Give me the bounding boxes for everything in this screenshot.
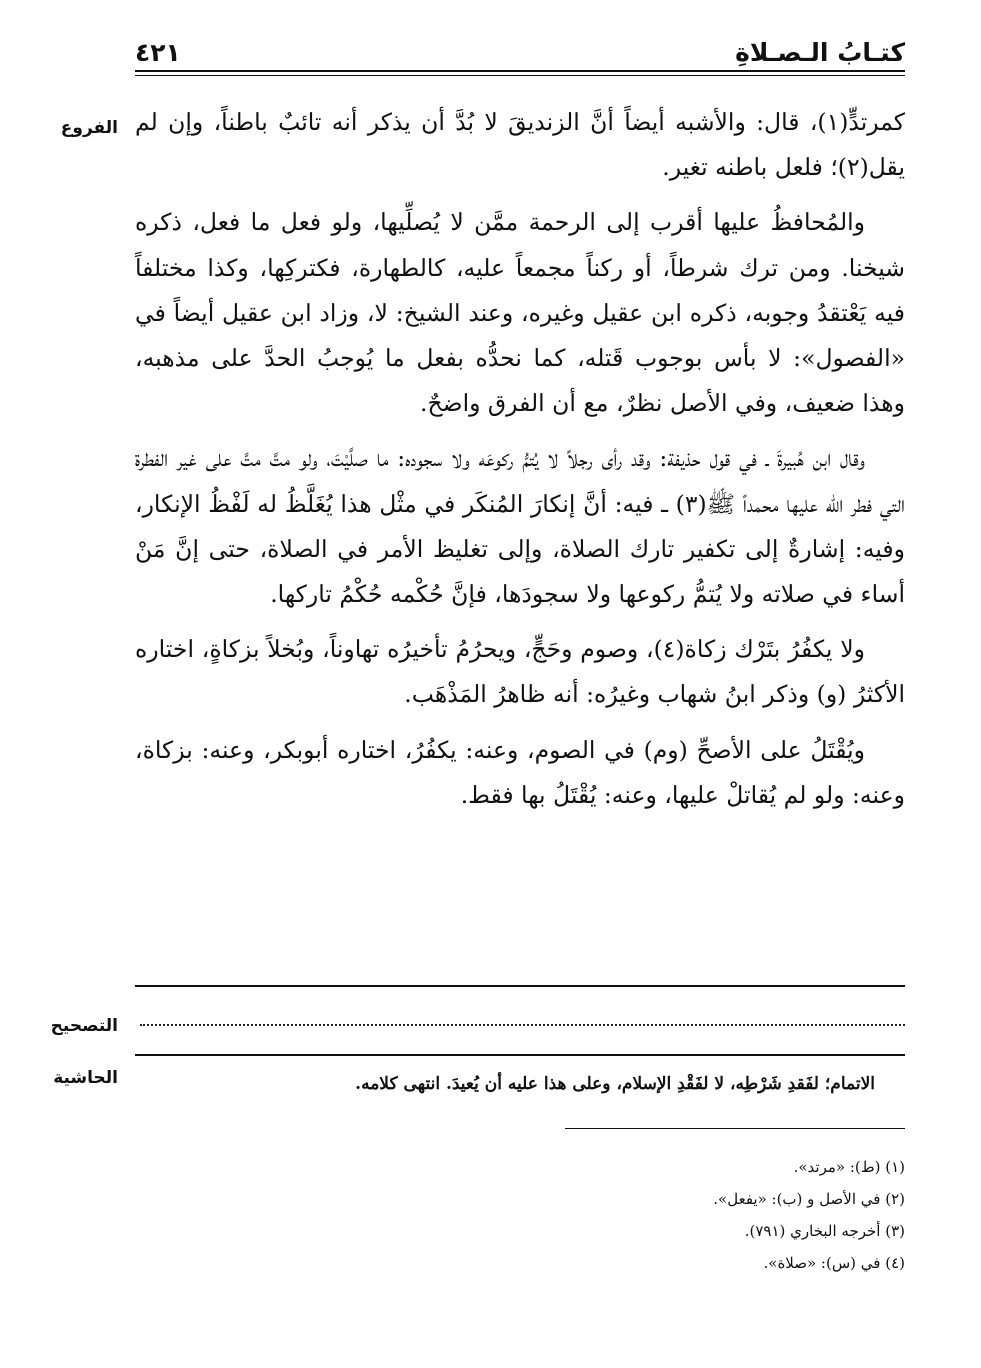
paragraph: ويُقْتَلُ على الأصحِّ (وم) في الصوم، وعنه: يكفُرُ، اختاره أبوبكر، وعنه: بزكاة، وعنه: ولو لم يُقاتلْ عليها، وعنه: يُقْتَلُ بها فقط. — [135, 735, 905, 809]
side-label-hashiya: الحاشية — [53, 1068, 118, 1088]
footnote-rule — [565, 1128, 905, 1129]
paragraph: ولا يكفُرُ بتَرْك زكاة(٤)، وصوم وحَجٍّ، ويحرُمُ تأخيرُه تهاوناً، وبُخلاً بزكاةٍ، اختاره الأكثرُ (و) وذكر ابنُ شهاب وغيرُه: أنه ظاهرُ المَذْهَب. — [135, 635, 905, 709]
header-rule-thin — [135, 75, 905, 76]
main-text — [135, 100, 905, 828]
paragraph: والمُحافظُ عليها أقرب إلى الرحمة ممَّن لا يُصلِّيها، ولو فعل ما فعل، ذكره شيخنا. ومن ترك شرطاً، أو ركناً مجمعاً عليه، كالطهارة، فكتركِها، وكذا مختلفاً فيه يَعْتقدُ وجوبه، ذكره ابن عقيل وغيره، وعند الشيخ: لا، وزاد ابن عقيل أيضاً في «الفصول»: لا بأس بوجوب قَتله، كما نحدُّه بفعل ما يُوجبُ الحدَّ على مذهبه، وهذا ضعيف، وفي الأصل نظرٌ، مع أن الفرق واضحٌ. — [135, 208, 905, 418]
footnote: (١) (ط): «مرتد». — [793, 1158, 905, 1176]
footnote: (٤) في (س): «صلاة». — [763, 1254, 905, 1272]
section-rule-bottom — [135, 1054, 905, 1056]
paragraph: وقال ابن هُبيرةَ ـ في قول حذيفة: وقد رأى رجلاً لا يُتمُّ ركوعَه ولا سجوده: ما صلَّيْتَ، ولو متَّ متَّ على غير الفطرة التي فطر الله عليها محمداً ﷺ(٣) ـ فيه: أنَّ إنكارَ المُنكَر في مثْل هذا يُغَلَّظُ له لَفْظُ الإنكار، وفيه: إشارةٌ إلى تكفير تارك الصلاة، وإلى تغليظ الأمر في الصلاة، حتى إنَّ مَنْ أساء في صلاته ولا يُتمُّ ركوعها ولا سجودَها، فإنَّ حُكْمه حُكْمُ تاركها. — [135, 444, 905, 609]
section-rule-top — [135, 985, 905, 987]
paragraph: كمرتدٍّ(١)، قال: والأشبه أيضاً أنَّ الزنديقَ لا بُدَّ أن يذكر أنه تائبٌ باطناً، وإن لم يقل(٢)؛ فلعل باطنه تغير. — [135, 108, 905, 182]
footnote: (٢) في الأصل و (ب): «يفعل». — [713, 1190, 905, 1208]
side-label-furu: الفروع — [60, 118, 118, 138]
chapter-title: كتـابُ الـصـلاةِ — [735, 38, 905, 67]
hashiya-text: الاتمام؛ لفَقدِ شَرْطِه، لا لفَقْدِ الإسلام، وعلى هذا عليه أن يُعيدَ. انتهى كلامه. — [355, 1074, 875, 1094]
side-label-tashih: التصحيح — [50, 1016, 118, 1036]
running-header — [135, 34, 905, 68]
tashih-dotted-line — [140, 1022, 905, 1026]
footnote: (٣) أخرجه البخاري (٧٩١). — [744, 1222, 905, 1240]
page-number: ٤٢١ — [135, 38, 181, 67]
header-rule — [135, 70, 905, 72]
